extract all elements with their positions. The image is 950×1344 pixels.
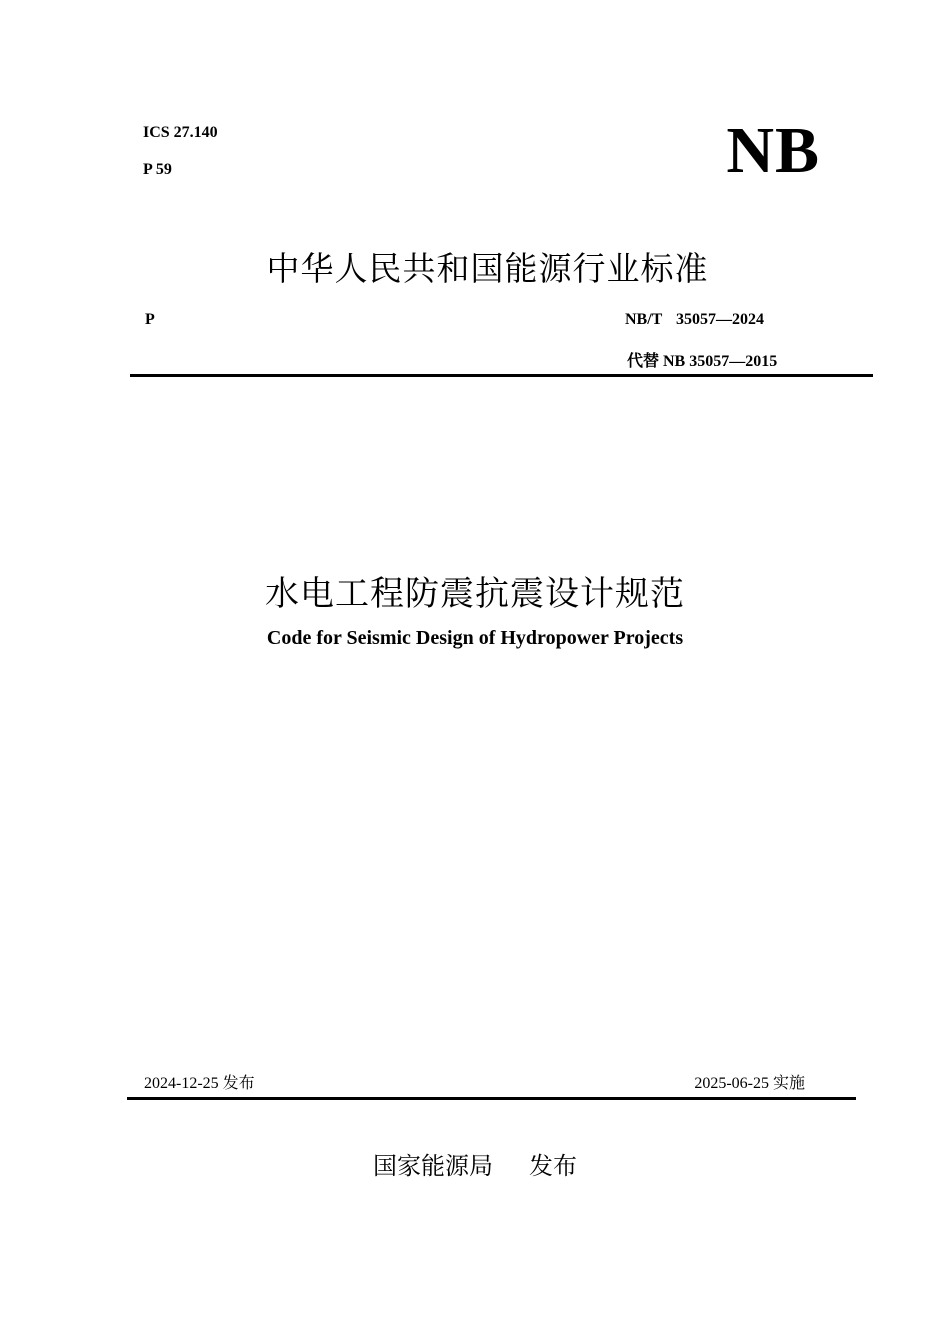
document-title-chinese: 水电工程防震抗震设计规范 [265, 574, 685, 614]
ics-code: ICS 27.140 [143, 124, 218, 141]
ccs-code: P 59 [143, 161, 172, 178]
standard-number: NB/T 35057—2024 [625, 311, 765, 328]
implementation-date: 2025-06-25 实施 [694, 1075, 805, 1092]
publisher-name: 国家能源局 [373, 1152, 493, 1180]
top-divider [130, 374, 873, 377]
replaces-standard: 代替 NB 35057—2015 [627, 353, 778, 370]
standard-title: 中华人民共和国能源行业标准 [266, 249, 709, 288]
bottom-divider [127, 1097, 856, 1100]
document-title-english: Code for Seismic Design of Hydropower Projects [266, 627, 684, 649]
nb-logo: NB [726, 114, 820, 187]
record-category: P [145, 311, 155, 328]
issue-date: 2024-12-25 发布 [144, 1075, 255, 1092]
publisher-action: 发布 [529, 1152, 577, 1180]
publisher-line [0, 1146, 950, 1181]
